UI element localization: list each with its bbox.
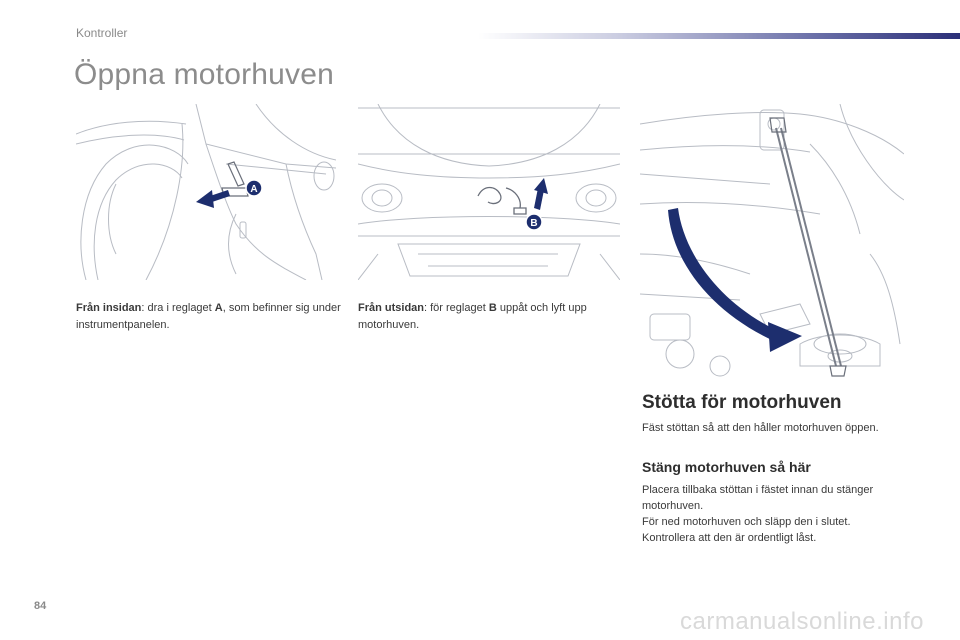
page-number: 84 [34, 600, 47, 612]
arrow-up-icon [534, 178, 548, 210]
caption-interior-text2: , som befinner sig under instrumentpanelen. [76, 302, 341, 331]
close-heading: Stäng motorhuven så här [642, 459, 811, 475]
close-line-2: För ned motorhuven och släpp den i slutet. [642, 516, 851, 528]
callout-a: A [250, 184, 258, 195]
caption-exterior [358, 300, 623, 334]
caption-exterior-ref: B [488, 302, 497, 314]
curved-arrow-icon [668, 208, 802, 352]
figure-exterior-release [358, 104, 620, 280]
close-body [642, 482, 912, 546]
caption-exterior-text2: uppåt och lyft upp motorhuven. [358, 302, 587, 331]
figure-hood-prop [640, 104, 904, 380]
figure-interior-release [76, 104, 336, 280]
caption-interior-ref: A [214, 302, 223, 314]
caption-interior-bold: Från insidan [76, 302, 142, 314]
caption-interior [76, 300, 341, 334]
page-title: Öppna motorhuven [74, 58, 335, 91]
section-label: Kontroller [76, 26, 128, 40]
support-heading: Stötta för motorhuven [642, 392, 842, 413]
callout-b: B [530, 218, 538, 229]
watermark: carmanualsonline.info [680, 608, 924, 635]
support-body: Fäst stöttan så att den håller motorhuven öppen. [642, 422, 879, 434]
caption-interior-text: : dra i reglaget [141, 302, 215, 314]
close-line-1: Placera tillbaka stöttan i fästet innan du stänger motorhuven. [642, 484, 874, 512]
header-bar [478, 33, 960, 39]
caption-exterior-text: : för reglaget [424, 302, 489, 314]
caption-exterior-bold: Från utsidan [358, 302, 425, 314]
close-line-3: Kontrollera att den är ordentligt låst. [642, 532, 817, 544]
